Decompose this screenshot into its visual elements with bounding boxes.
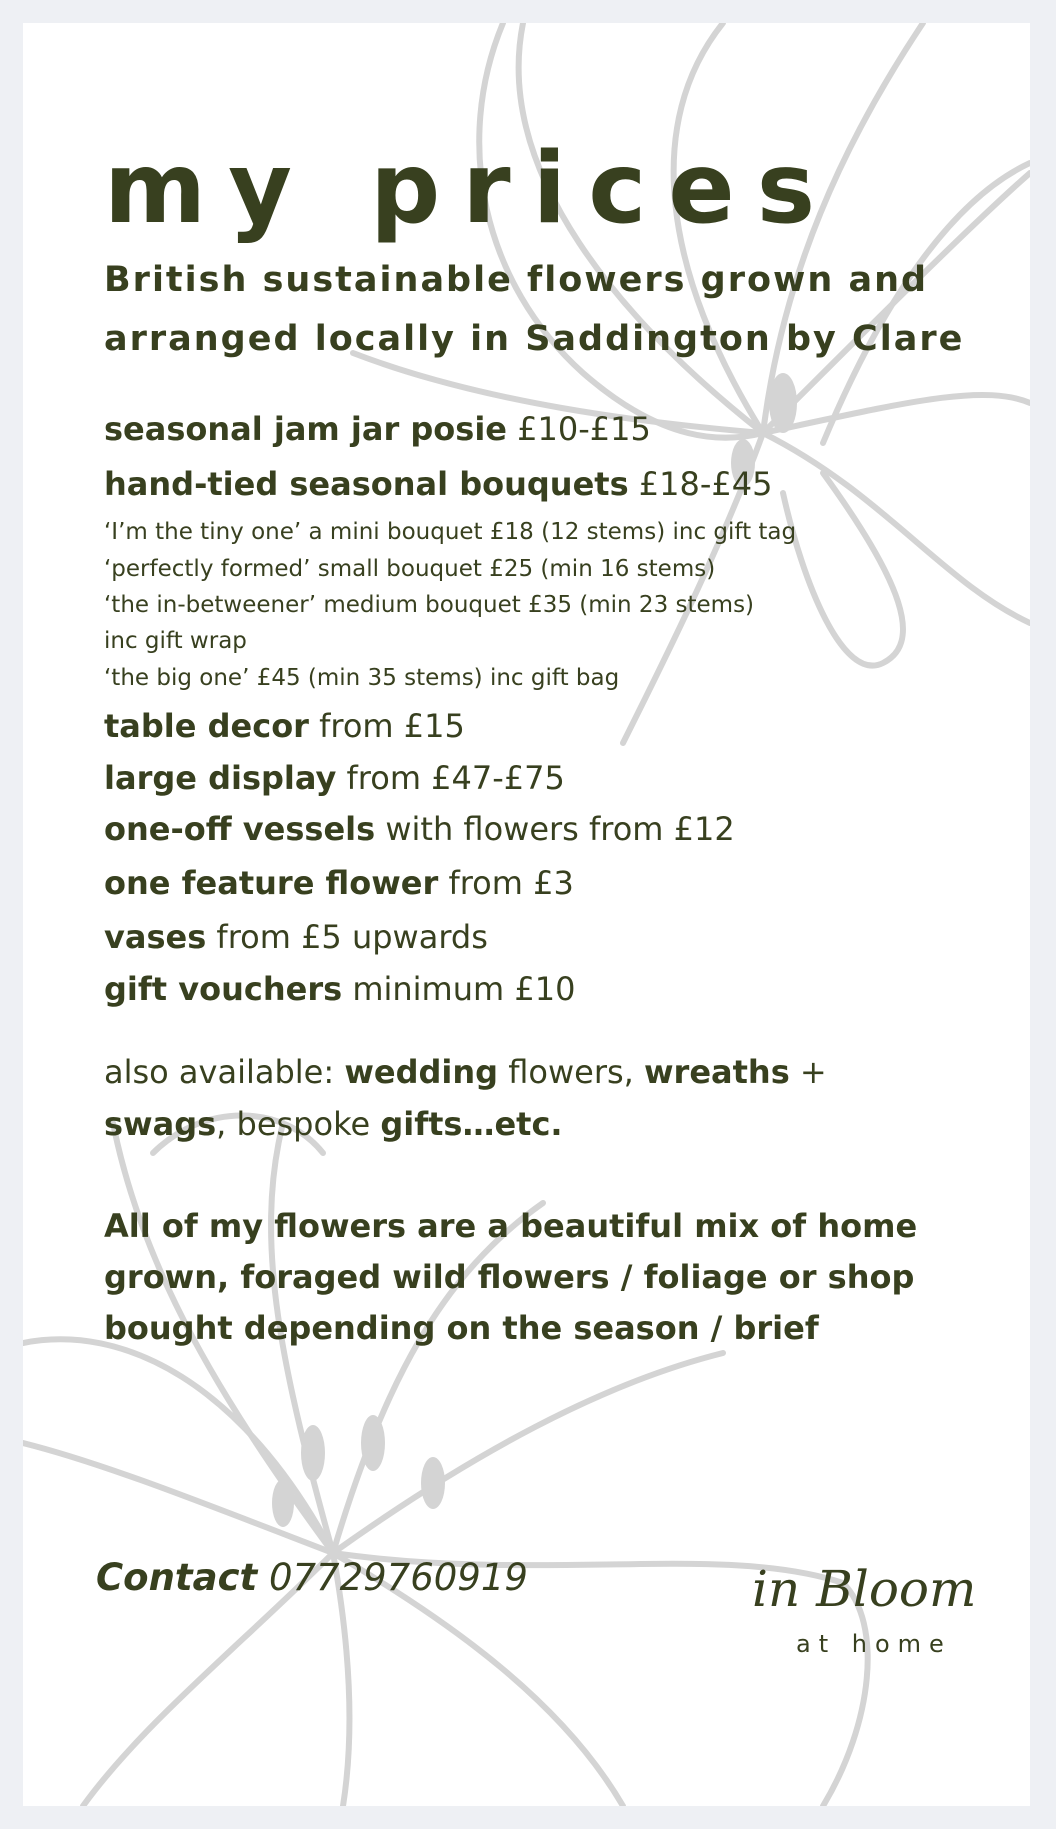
item-name: one feature flower xyxy=(104,864,439,902)
item-price: from £47-£75 xyxy=(336,759,565,797)
also-available-line-1 xyxy=(104,1053,827,1091)
note-line: bought depending on the season / brief xyxy=(104,1309,819,1347)
price-item xyxy=(104,707,465,745)
note-line: All of my flowers are a beautiful mix of home xyxy=(104,1207,918,1245)
also-wreaths: wreaths xyxy=(643,1053,790,1091)
item-name: large display xyxy=(104,759,337,797)
price-item xyxy=(104,970,575,1008)
price-item xyxy=(104,864,574,902)
also-flowers: flowers, xyxy=(498,1053,644,1091)
price-item xyxy=(104,918,488,956)
also-gifts: gifts…etc. xyxy=(380,1105,563,1143)
item-price: from £15 xyxy=(308,707,465,745)
item-price: from £3 xyxy=(438,864,574,902)
page-title: my prices xyxy=(104,132,838,246)
subtitle-line-2: arranged locally in Saddington by Clare xyxy=(104,319,965,359)
price-item xyxy=(104,465,773,503)
bouquet-detail: ‘perfectly formed’ small bouquet £25 (min 16 stems) xyxy=(104,556,716,582)
also-wedding: wedding xyxy=(344,1053,499,1091)
item-name: table decor xyxy=(104,707,309,745)
also-prefix: also available: xyxy=(104,1053,345,1091)
item-price: £18-£45 xyxy=(628,465,773,503)
note-line: grown, foraged wild flowers / foliage or shop xyxy=(104,1258,915,1296)
also-plus: + xyxy=(789,1053,827,1091)
item-price: with flowers from £12 xyxy=(375,810,735,848)
contact-phone[interactable]: 07729760919 xyxy=(257,1556,528,1599)
price-item xyxy=(104,810,735,848)
also-swags: swags xyxy=(104,1105,217,1143)
item-price: from £5 upwards xyxy=(206,918,488,956)
item-name: seasonal jam jar posie xyxy=(104,410,507,448)
logo-at-home: at home xyxy=(796,1630,952,1658)
price-item xyxy=(104,410,651,448)
item-price: minimum £10 xyxy=(342,970,576,1008)
bouquet-detail: ‘I’m the tiny one’ a mini bouquet £18 (12 stems) inc gift tag xyxy=(104,519,797,545)
also-bespoke: , bespoke xyxy=(216,1105,381,1143)
bouquet-detail: inc gift wrap xyxy=(104,628,247,654)
item-name: one-off vessels xyxy=(104,810,376,848)
contact-label: Contact xyxy=(96,1556,258,1599)
bouquet-detail: ‘the big one’ £45 (min 35 stems) inc gift bag xyxy=(104,665,620,691)
also-available-line-2 xyxy=(104,1105,563,1143)
item-name: vases xyxy=(104,918,207,956)
subtitle-line-1: British sustainable flowers grown and xyxy=(104,260,929,300)
item-name: hand-tied seasonal bouquets xyxy=(104,465,629,503)
item-price: £10-£15 xyxy=(507,410,651,448)
item-name: gift vouchers xyxy=(104,970,343,1008)
logo-in-bloom: in Bloom xyxy=(752,1560,977,1618)
bouquet-detail: ‘the in-betweener’ medium bouquet £35 (min 23 stems) xyxy=(104,592,755,618)
contact-line xyxy=(96,1556,528,1599)
price-item xyxy=(104,759,565,797)
